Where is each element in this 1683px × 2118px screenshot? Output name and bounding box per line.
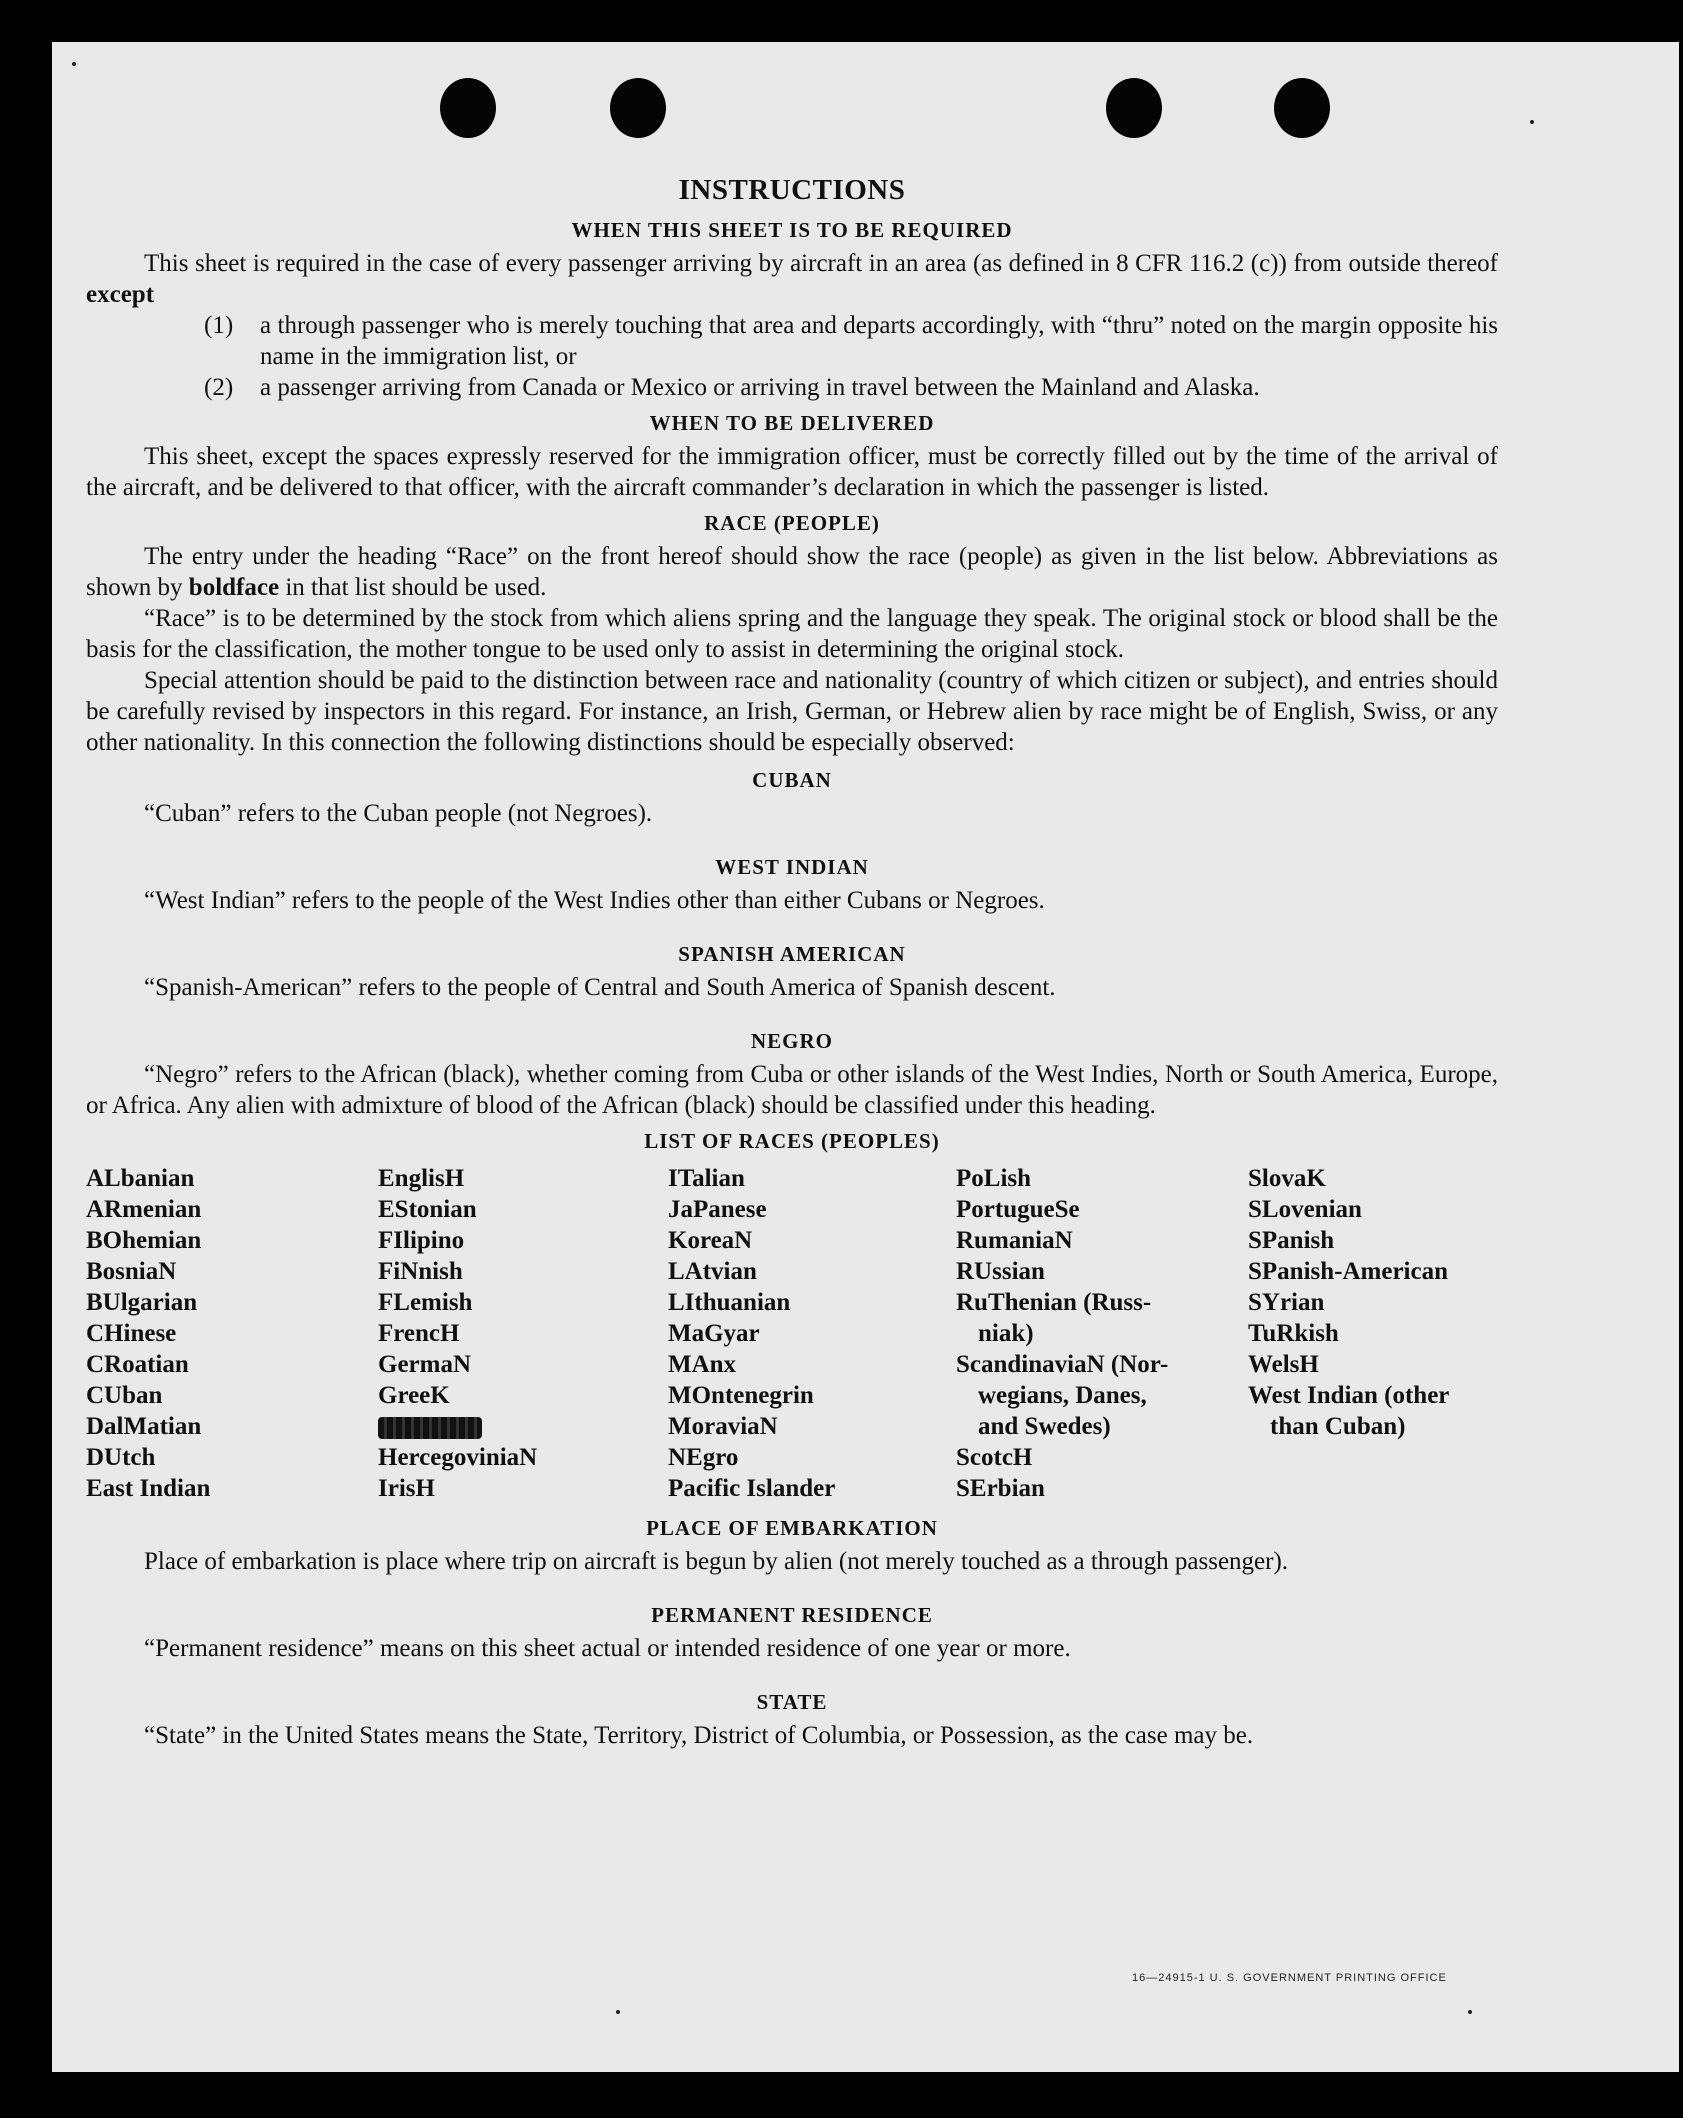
printer-imprint: 16—24915-1 U. S. GOVERNMENT PRINTING OFFICE (1132, 1972, 1447, 1984)
race-item: FrencH (378, 1320, 460, 1347)
race-item: SYrian (1248, 1289, 1325, 1316)
race-item: KoreaN (668, 1227, 753, 1254)
section-heading-negro: NEGRO (750, 1029, 833, 1053)
race-item: MOntenegrin (668, 1382, 814, 1409)
race-item: EStonian (378, 1196, 477, 1223)
section-heading-required: WHEN THIS SHEET IS TO BE REQUIRED (571, 218, 1013, 242)
punch-hole-2 (610, 78, 666, 138)
section-heading-delivered: WHEN TO BE DELIVERED (649, 411, 935, 435)
race-item-redacted (378, 1411, 668, 1442)
race-item-continued: niak) (978, 1320, 1034, 1347)
race-column-1 (86, 1163, 378, 1504)
delivered-text: This sheet, except the spaces expressly reserved for the immigration officer, must be correctly filled out by the time of the arrival of the aircraft, and be delivered to that officer, with the aircraft commander’s declaration in which the passenger is listed. (86, 443, 1498, 501)
page-title: INSTRUCTIONS (678, 174, 906, 206)
race-item-continued: and Swedes) (978, 1413, 1111, 1440)
race-item: SlovaK (1248, 1165, 1326, 1192)
race-item: BUlgarian (86, 1289, 198, 1316)
race-item: WelsH (1248, 1351, 1319, 1378)
state-text: “State” in the United States means the State, Territory, District of Columbia, or Possession, as the case may be. (144, 1722, 1254, 1749)
required-intro: This sheet is required in the case of every passenger arriving by aircraft in an area (as defined in 8 CFR 116.2 (c)) from outside thereof except (86, 250, 1498, 308)
race-item: East Indian (86, 1475, 211, 1502)
race-item: BOhemian (86, 1227, 202, 1254)
race-item: BosniaN (86, 1258, 177, 1285)
race-item: ARmenian (86, 1196, 202, 1223)
race-item: RumaniaN (956, 1227, 1073, 1254)
race-item: LIthuanian (668, 1289, 791, 1316)
required-item-1: (1) a through passenger who is merely touching that area and departs accordingly, with “thru” noted on the margin opposite his name in the immigration list, or (204, 312, 1498, 370)
race-item: FIlipino (378, 1227, 465, 1254)
race-item: Pacific Islander (668, 1475, 836, 1502)
race-column-4 (956, 1163, 1248, 1504)
negro-text: “Negro” refers to the African (black), whether coming from Cuba or other islands of the West Indies, North or South America, Europe, or Africa. Any alien with admixture of blood of the African (black) should be classified under this heading. (86, 1061, 1498, 1119)
race-item: SLovenian (1248, 1196, 1362, 1223)
scan-speck (616, 2010, 620, 2014)
race-item: DUtch (86, 1444, 156, 1471)
race-item: SErbian (956, 1475, 1045, 1502)
section-heading-embarkation: PLACE OF EMBARKATION (646, 1516, 938, 1540)
race-item: ITalian (668, 1165, 745, 1192)
race-item: JaPanese (668, 1196, 767, 1223)
race-item-continued: than Cuban) (1270, 1413, 1406, 1440)
punch-hole-4 (1274, 78, 1330, 138)
race-item: EnglisH (378, 1165, 465, 1192)
cuban-text: “Cuban” refers to the Cuban people (not Negroes). (144, 800, 653, 827)
race-item: HercegoviniaN (378, 1444, 538, 1471)
redaction-mark (378, 1417, 482, 1439)
scan-speck (1468, 2010, 1472, 2014)
race-item: ALbanian (86, 1165, 195, 1192)
race-item: IrisH (378, 1475, 435, 1502)
race-item: FLemish (378, 1289, 473, 1316)
race-item: GreeK (378, 1382, 450, 1409)
race-item: MaGyar (668, 1320, 760, 1347)
section-heading-residence: PERMANENT RESIDENCE (651, 1603, 933, 1627)
punch-hole-3 (1106, 78, 1162, 138)
race-paragraph-3: Special attention should be paid to the distinction between race and nationality (country of which citizen or subject), and entries should be carefully revised by inspectors in this regard. For instance, an Irish, German, or Hebrew alien by race might be of English, Swiss, or any other nationality. In this connection the following distinctions should be especially observed: (86, 667, 1498, 756)
race-paragraph-1: The entry under the heading “Race” on the front hereof should show the race (people) as given in the list below. Abbreviations as shown by boldface in that list should be used. (86, 543, 1498, 601)
document-page (52, 42, 1679, 2072)
race-item: MAnx (668, 1351, 737, 1378)
race-item-continued: wegians, Danes, (978, 1382, 1147, 1409)
section-heading-state: STATE (756, 1690, 828, 1714)
section-heading-cuban: CUBAN (752, 768, 832, 792)
race-item: FiNnish (378, 1258, 463, 1285)
west-indian-text: “West Indian” refers to the people of the West Indies other than either Cubans or Negroes. (144, 887, 1045, 914)
section-heading-race: RACE (PEOPLE) (704, 511, 880, 535)
race-item: West Indian (other (1248, 1382, 1450, 1409)
residence-text: “Permanent residence” means on this sheet actual or intended residence of one year or more. (144, 1635, 1071, 1662)
race-item: CHinese (86, 1320, 177, 1347)
spanish-american-text: “Spanish-American” refers to the people of Central and South America of Spanish descent. (144, 974, 1056, 1001)
race-item: CRoatian (86, 1351, 189, 1378)
race-item: CUban (86, 1382, 163, 1409)
race-column-3 (668, 1163, 956, 1504)
race-column-2 (378, 1163, 668, 1504)
race-item: GermaN (378, 1351, 472, 1378)
race-item: ScandinaviaN (Nor- (956, 1351, 1169, 1378)
race-item: RuThenian (Russ- (956, 1289, 1152, 1316)
section-heading-spanish-american: SPANISH AMERICAN (678, 942, 906, 966)
race-column-5 (1248, 1163, 1498, 1504)
race-item: DalMatian (86, 1413, 202, 1440)
scan-speck (1530, 120, 1534, 124)
race-item: ScotcH (956, 1444, 1033, 1471)
race-item: LAtvian (668, 1258, 757, 1285)
section-heading-races: LIST OF RACES (PEOPLES) (644, 1129, 940, 1153)
scan-speck (72, 62, 76, 66)
race-item: RUssian (956, 1258, 1045, 1285)
race-list (86, 1163, 1498, 1504)
required-item-2: (2) a passenger arriving from Canada or Mexico or arriving in travel between the Mainland and Alaska. (204, 374, 1260, 401)
race-item: TuRkish (1248, 1320, 1339, 1347)
race-item: NEgro (668, 1444, 739, 1471)
race-item: PortugueSe (956, 1196, 1080, 1223)
race-item: PoLish (956, 1165, 1032, 1192)
race-paragraph-2: “Race” is to be determined by the stock from which aliens spring and the language they speak. The original stock or blood shall be the basis for the classification, the mother tongue to be used only to assist in determining the original stock. (86, 605, 1498, 663)
punch-hole-1 (440, 78, 496, 138)
race-item: SPanish-American (1248, 1258, 1448, 1285)
section-heading-west-indian: WEST INDIAN (715, 855, 869, 879)
race-item: SPanish (1248, 1227, 1335, 1254)
race-item: MoraviaN (668, 1413, 778, 1440)
instructions-content (86, 170, 1498, 1751)
embarkation-text: Place of embarkation is place where trip on aircraft is begun by alien (not merely touched as a through passenger). (144, 1548, 1289, 1575)
